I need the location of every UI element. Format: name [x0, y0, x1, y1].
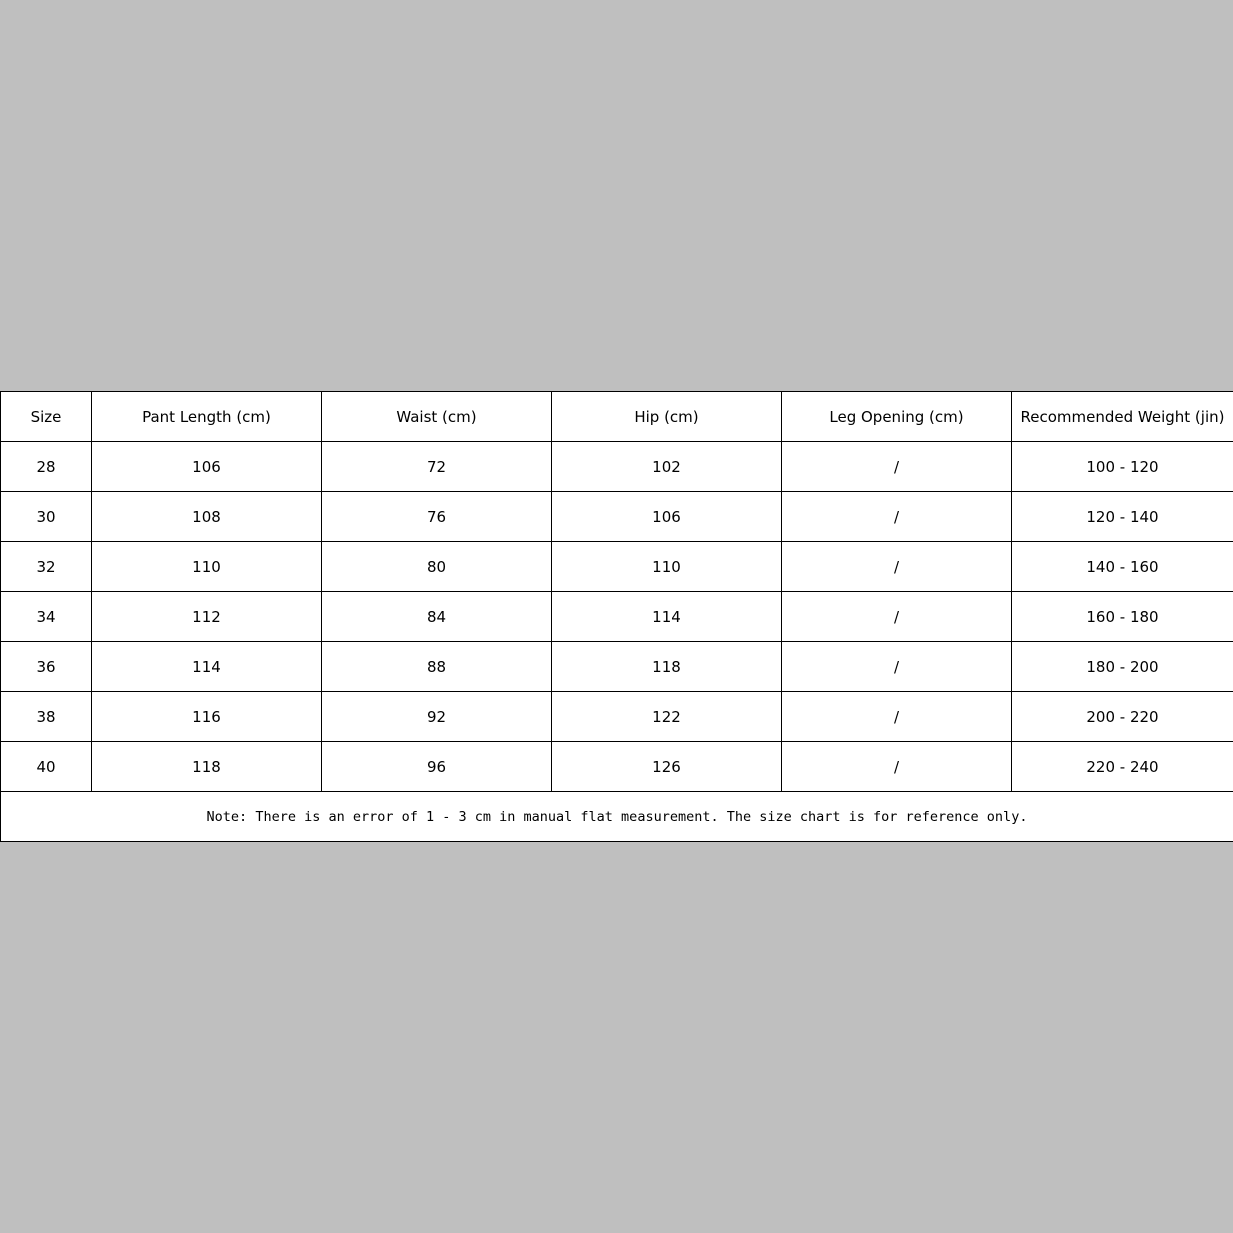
cell-recommended-weight: 200 - 220: [1012, 692, 1233, 742]
header-leg-opening: Leg Opening (cm): [782, 392, 1012, 442]
cell-waist: 80: [322, 542, 552, 592]
cell-hip: 110: [552, 542, 782, 592]
cell-hip: 106: [552, 492, 782, 542]
cell-pant-length: 116: [92, 692, 322, 742]
cell-size: 34: [1, 592, 92, 642]
cell-waist: 92: [322, 692, 552, 742]
measurement-note: Note: There is an error of 1 - 3 cm in manual flat measurement. The size chart is for reference only.: [1, 792, 1233, 842]
cell-recommended-weight: 220 - 240: [1012, 742, 1233, 792]
cell-recommended-weight: 100 - 120: [1012, 442, 1233, 492]
cell-leg-opening: /: [782, 642, 1012, 692]
cell-leg-opening: /: [782, 692, 1012, 742]
table-row: [1, 642, 1233, 692]
cell-pant-length: 110: [92, 542, 322, 592]
header-waist: Waist (cm): [322, 392, 552, 442]
header-recommended-weight: Recommended Weight (jin): [1012, 392, 1233, 442]
cell-recommended-weight: 160 - 180: [1012, 592, 1233, 642]
cell-size: 28: [1, 442, 92, 492]
header-pant-length: Pant Length (cm): [92, 392, 322, 442]
table-header-row: [1, 392, 1233, 442]
cell-hip: 126: [552, 742, 782, 792]
header-size: Size: [1, 392, 92, 442]
cell-pant-length: 108: [92, 492, 322, 542]
cell-size: 32: [1, 542, 92, 592]
cell-waist: 76: [322, 492, 552, 542]
cell-waist: 72: [322, 442, 552, 492]
cell-size: 40: [1, 742, 92, 792]
cell-size: 30: [1, 492, 92, 542]
table-row: [1, 492, 1233, 542]
cell-leg-opening: /: [782, 442, 1012, 492]
cell-recommended-weight: 120 - 140: [1012, 492, 1233, 542]
cell-pant-length: 106: [92, 442, 322, 492]
size-chart-table: [0, 391, 1233, 842]
cell-waist: 84: [322, 592, 552, 642]
cell-leg-opening: /: [782, 592, 1012, 642]
header-hip: Hip (cm): [552, 392, 782, 442]
cell-recommended-weight: 180 - 200: [1012, 642, 1233, 692]
cell-waist: 96: [322, 742, 552, 792]
cell-hip: 118: [552, 642, 782, 692]
cell-leg-opening: /: [782, 542, 1012, 592]
table-row: [1, 542, 1233, 592]
table-row: [1, 442, 1233, 492]
cell-leg-opening: /: [782, 492, 1012, 542]
cell-leg-opening: /: [782, 742, 1012, 792]
table-row: [1, 692, 1233, 742]
cell-recommended-weight: 140 - 160: [1012, 542, 1233, 592]
table-note-row: [1, 792, 1233, 842]
table-row: [1, 592, 1233, 642]
cell-size: 36: [1, 642, 92, 692]
cell-hip: 122: [552, 692, 782, 742]
cell-hip: 114: [552, 592, 782, 642]
cell-waist: 88: [322, 642, 552, 692]
cell-pant-length: 112: [92, 592, 322, 642]
cell-size: 38: [1, 692, 92, 742]
cell-pant-length: 114: [92, 642, 322, 692]
cell-pant-length: 118: [92, 742, 322, 792]
cell-hip: 102: [552, 442, 782, 492]
table-row: [1, 742, 1233, 792]
